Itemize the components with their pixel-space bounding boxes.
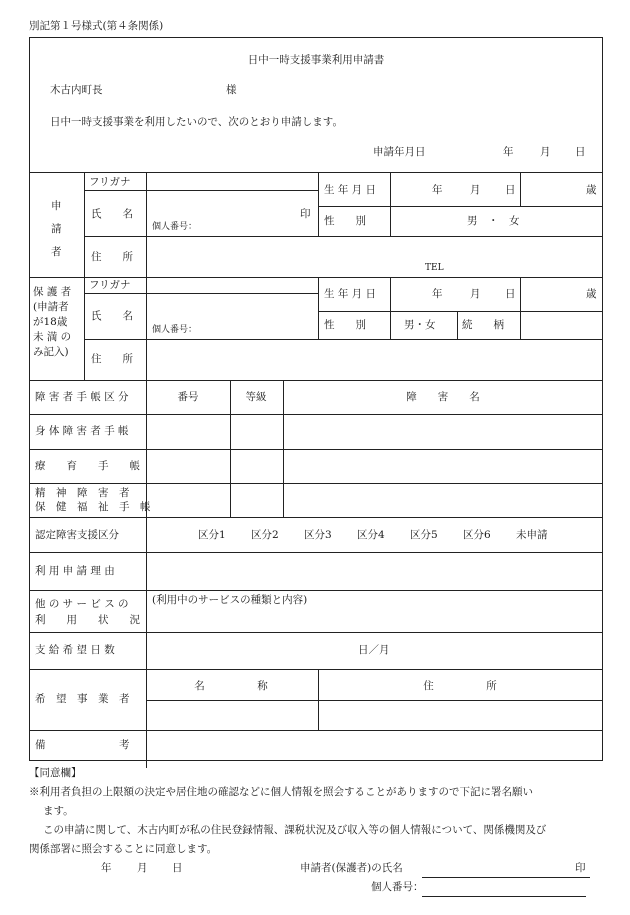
table-rule (84, 236, 603, 237)
guardian-age-unit: 歳 (586, 288, 597, 300)
support-level-option-4[interactable]: 区分4 (357, 529, 385, 541)
provider-name-col: 名 称 (194, 680, 268, 692)
support-level-option-2[interactable]: 区分2 (251, 529, 279, 541)
table-rule (84, 339, 603, 340)
support-level-option-6[interactable]: 区分6 (463, 529, 491, 541)
table-rule (29, 380, 603, 381)
application-date-day: 日 (575, 146, 586, 158)
applicant-address-label: 住 所 (91, 251, 133, 263)
guardian-address-label: 住 所 (91, 353, 133, 365)
form-number-note: 別記第１号様式(第４条関係) (29, 20, 164, 32)
table-rule (84, 172, 85, 380)
table-rule (318, 311, 603, 312)
guardian-birth-year: 年 (432, 288, 443, 300)
consent-heading: 【同意欄】 (29, 767, 82, 779)
table-rule (390, 172, 391, 236)
form-title: 日中一時支援事業利用申請書 (247, 54, 385, 66)
table-rule (390, 277, 391, 339)
consent-month: 月 (137, 862, 148, 874)
handbook-number-col: 番号 (177, 391, 199, 403)
table-rule (29, 590, 603, 591)
table-rule (29, 449, 603, 450)
support-level-option-1[interactable]: 区分1 (198, 529, 226, 541)
guardian-relation-label: 続 柄 (462, 319, 504, 331)
other-services-label-1: 他 の サ ー ビ ス の (35, 598, 129, 610)
other-services-label-2: 利 用 状 況 (35, 614, 140, 626)
guardian-name-label: 氏 名 (91, 310, 133, 322)
handbook-disability-col: 障 害 名 (406, 391, 480, 403)
handbook-row-mental-2: 保 健 福 祉 手 帳 (35, 501, 151, 513)
table-rule (84, 293, 318, 294)
applicant-personal-number-label: 個人番号： (152, 222, 198, 232)
table-rule (318, 277, 319, 339)
guardian-sex-options[interactable]: 男・女 (404, 319, 436, 331)
table-rule (29, 414, 603, 415)
provider-label: 希 望 事 業 者 (35, 693, 130, 705)
table-rule (318, 206, 603, 207)
guardian-section-label: 保 護 者 (申請者 が18歳 未 満 の み記入) (33, 286, 72, 358)
guardian-birth-label: 生 年 月 日 (324, 288, 377, 300)
table-rule (29, 277, 603, 278)
table-rule (29, 730, 603, 731)
applicant-furigana-label: フリガナ (89, 176, 131, 188)
table-rule (146, 380, 147, 768)
consent-line-3: この申請に関して、木古内町が私の住民登録情報、課税状況及び収入等の個人情報について、関係機関及び (43, 824, 547, 836)
support-level-label: 認定障害支援区分 (35, 529, 119, 541)
consent-line-2: ます。 (43, 805, 74, 817)
applicant-birth-day: 日 (505, 184, 516, 196)
table-rule (318, 172, 319, 236)
table-rule (29, 632, 603, 633)
consent-line-4: 関係部署に照会することに同意します。 (29, 843, 218, 855)
handbook-header: 障 害 者 手 帳 区 分 (35, 391, 129, 403)
handbook-row-physical: 身 体 障 害 者 手 帳 (35, 425, 129, 437)
applicant-seal: 印 (300, 208, 311, 220)
remarks-label: 備 考 (35, 739, 130, 751)
signer-personal-number-line[interactable] (422, 896, 586, 897)
guardian-birth-month: 月 (470, 288, 481, 300)
provider-address-col: 住 所 (423, 680, 497, 692)
table-rule (520, 172, 521, 206)
signer-name-line[interactable] (422, 877, 590, 878)
table-rule (520, 277, 521, 339)
intro-text: 日中一時支援事業を利用したいので、次のとおり申請します。 (50, 116, 343, 128)
application-date-label: 申請年月日 (373, 146, 426, 158)
reason-label: 利 用 申 請 理 由 (35, 565, 115, 577)
applicant-sex-options[interactable]: 男 ・ 女 (467, 215, 520, 227)
table-rule (457, 311, 458, 339)
table-rule (29, 483, 603, 484)
handbook-row-ryoiku: 療 育 手 帳 (35, 460, 140, 472)
consent-day: 日 (172, 862, 183, 874)
applicant-section-label: 申 請 者 (51, 200, 62, 258)
guardian-sex-label: 性 別 (324, 319, 366, 331)
desired-days-label: 支 給 希 望 日 数 (35, 644, 115, 656)
support-level-option-3[interactable]: 区分3 (304, 529, 332, 541)
support-level-option-unapplied[interactable]: 未申請 (516, 529, 548, 541)
applicant-birth-year: 年 (432, 184, 443, 196)
applicant-name-label: 氏 名 (91, 208, 133, 220)
consent-line-1: ※利用者負担の上限額の決定や居住地の確認などに個人情報を照会することがありますので下記に署名願い (29, 786, 533, 798)
table-rule (29, 669, 603, 670)
signer-name-label: 申請者(保護者)の氏名 (300, 862, 403, 874)
table-rule (146, 700, 603, 701)
applicant-birth-label: 生 年 月 日 (324, 184, 377, 196)
applicant-sex-label: 性 別 (324, 215, 366, 227)
guardian-birth-day: 日 (505, 288, 516, 300)
signer-seal: 印 (575, 862, 586, 874)
table-rule (84, 190, 318, 191)
application-date-year: 年 (503, 146, 514, 158)
consent-year: 年 (101, 862, 112, 874)
table-rule (29, 517, 603, 518)
applicant-age-unit: 歳 (586, 184, 597, 196)
handbook-grade-col: 等級 (245, 391, 267, 403)
support-level-option-5[interactable]: 区分5 (410, 529, 438, 541)
guardian-furigana-label: フリガナ (89, 279, 131, 291)
addressee: 木古内町長 (50, 84, 103, 96)
desired-days-unit: 日／月 (358, 644, 390, 656)
table-rule (29, 172, 603, 173)
other-services-note: (利用中のサービスの種類と内容) (152, 594, 308, 606)
handbook-row-mental-1: 精 神 障 害 者 (35, 487, 130, 499)
applicant-birth-month: 月 (470, 184, 481, 196)
honorific: 様 (226, 84, 237, 96)
applicant-tel-label: TEL (425, 263, 444, 273)
guardian-personal-number-label: 個人番号： (152, 325, 198, 335)
table-rule (29, 552, 603, 553)
table-rule (146, 172, 147, 380)
signer-personal-number-label: 個人番号： (371, 881, 424, 893)
application-date-month: 月 (540, 146, 551, 158)
